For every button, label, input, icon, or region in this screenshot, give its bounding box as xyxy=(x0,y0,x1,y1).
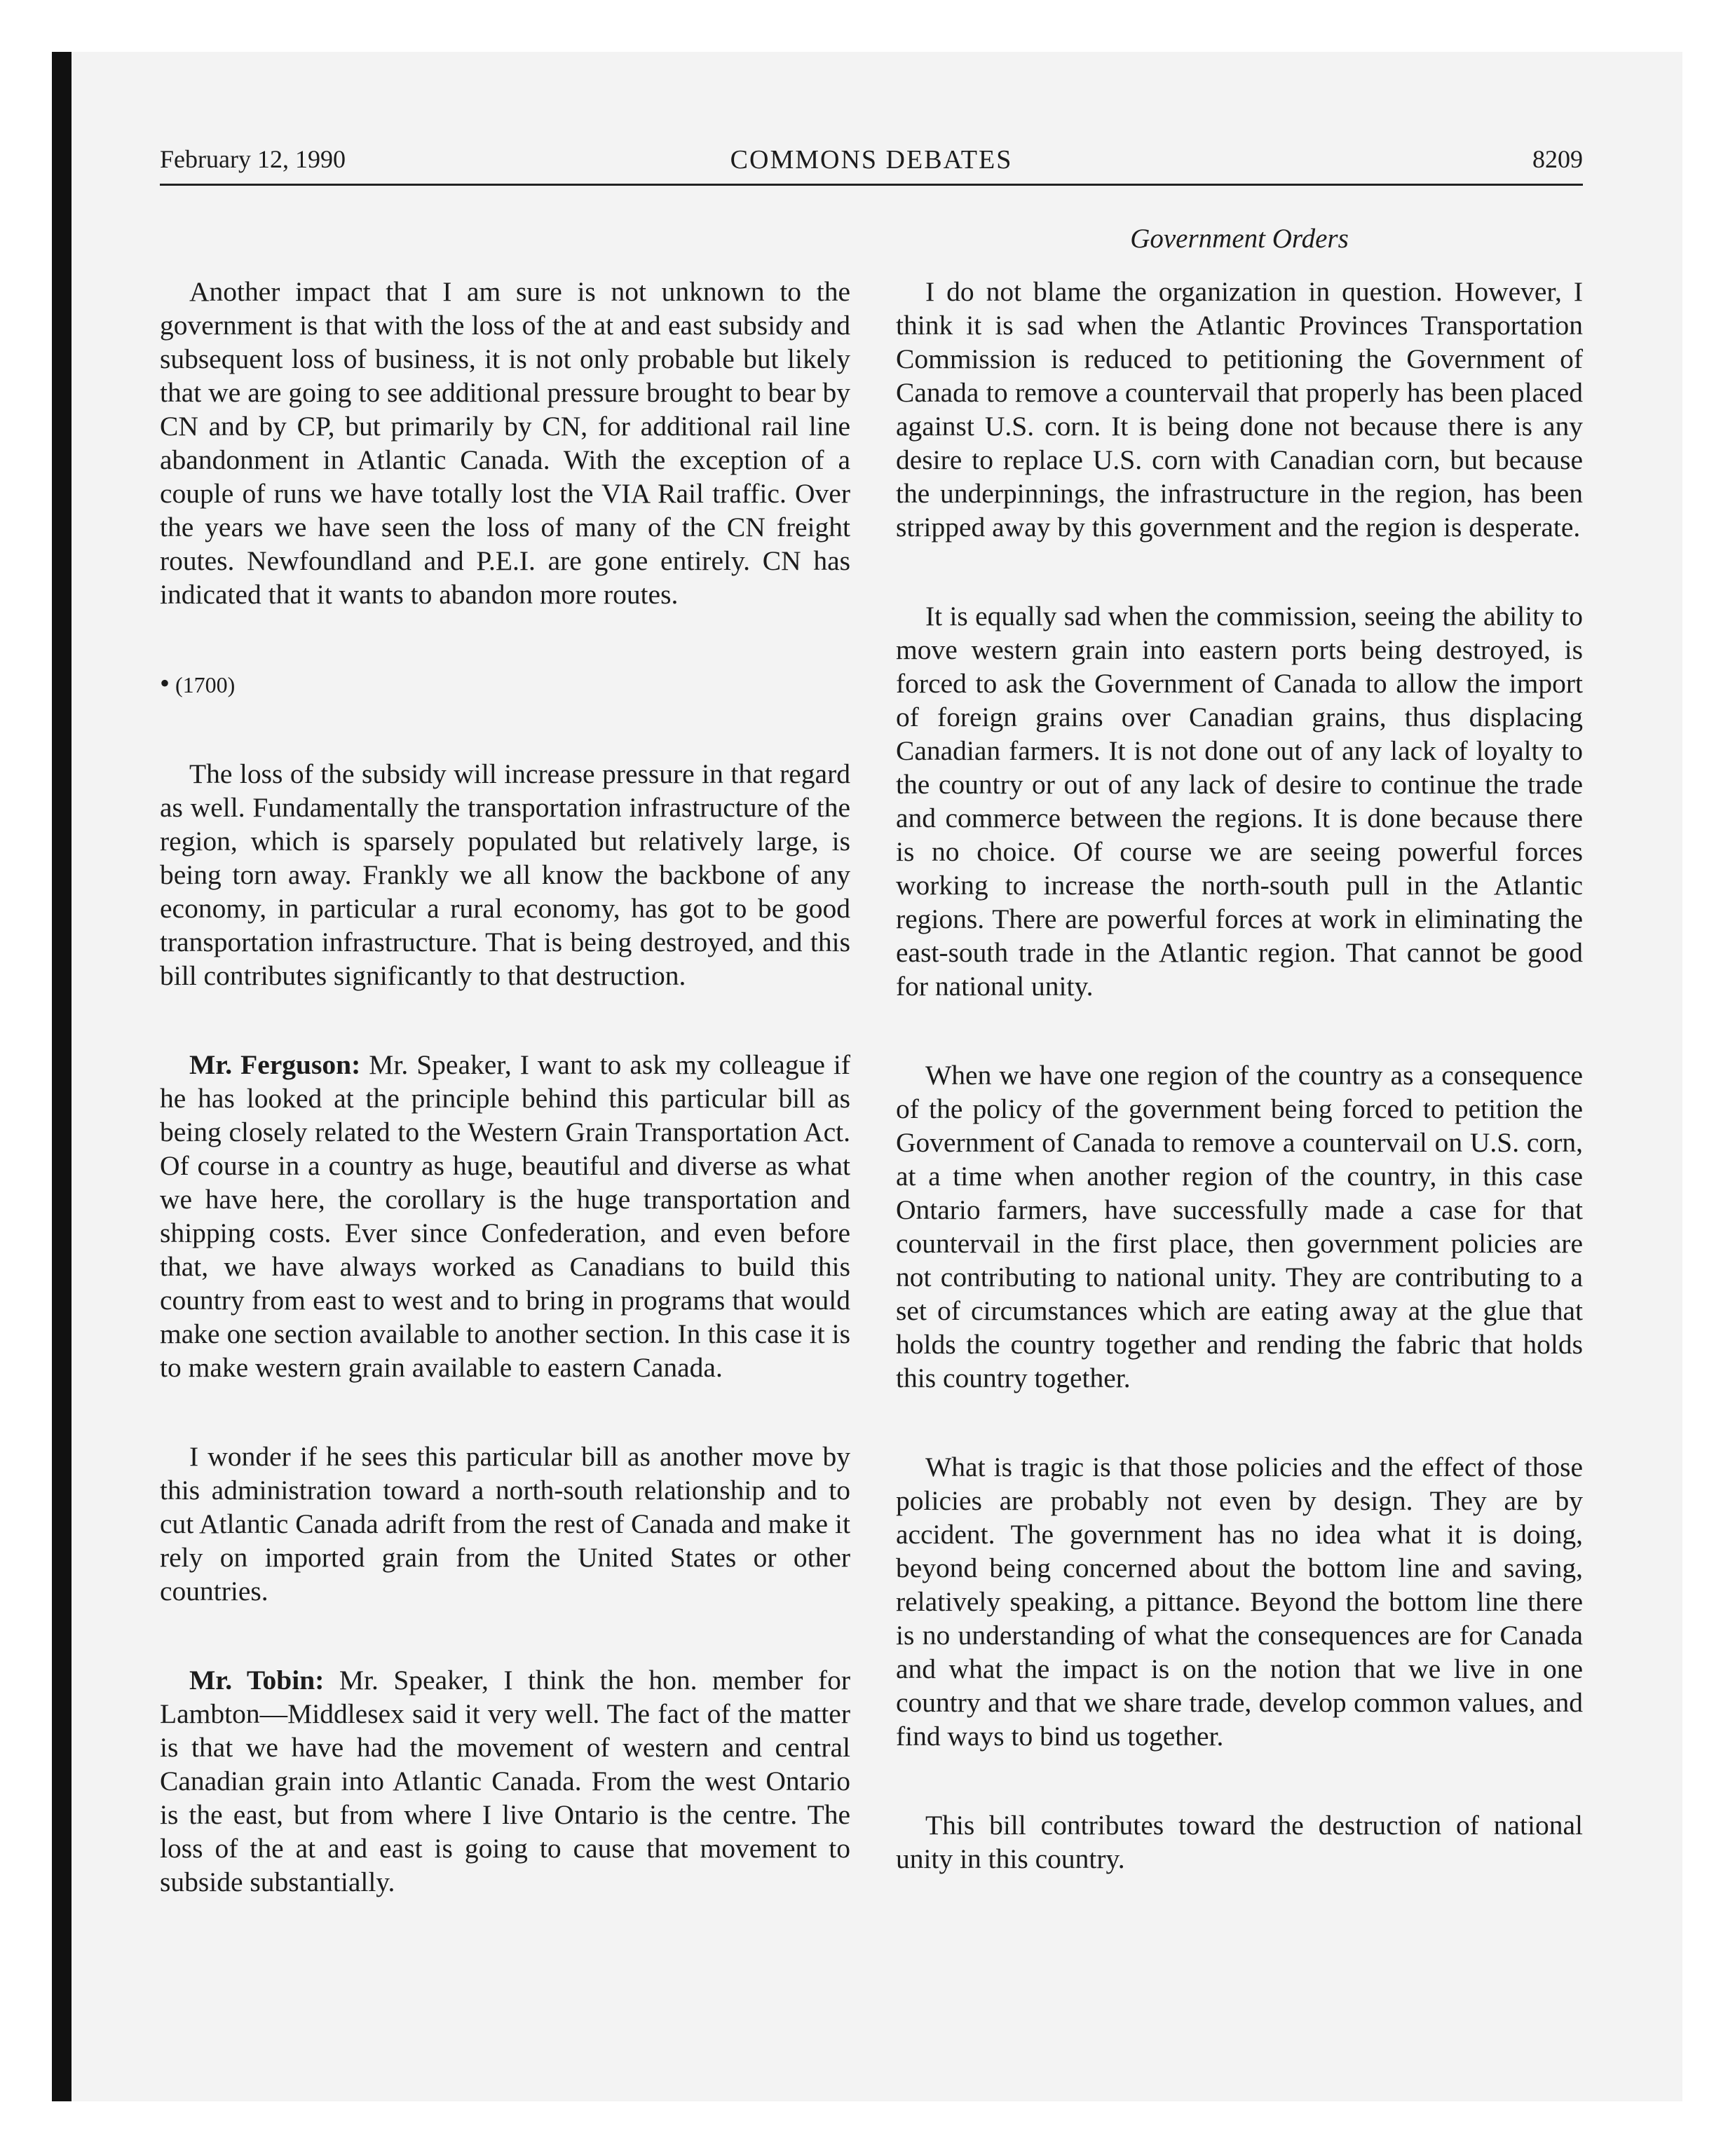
speaker-name: Mr. Tobin: xyxy=(189,1665,325,1696)
paragraph: What is tragic is that those policies and the effect of those policies are probably not even by design. They are by accident. The government has no idea what it is doing, beyond being concerned about the bottom line and saving, relatively speaking, a pittance. Beyond the bottom line there is no understanding of what the consequences are for Canada and what the impact is on the notion that we live in one country and that we share trade, develop common values, and find ways to bind us together. xyxy=(896,1452,1583,1752)
paragraph: It is equally sad when the commission, seeing the ability to move western grain into eastern ports being destroyed, is forced to ask the Government of Canada to allow the import of foreign grains over Canadian grains, thus displacing Canadian farmers. It is not done out of any lack of loyalty to the country or out of any lack of desire to continue the trade and commerce between the regions. It is done because there is no choice. Of course we are seeing powerful forces working to increase the north-south pull in the Atlantic regions. There are powerful forces at work in eliminating the east-south trade in the Atlantic region. That cannot be good for national unity. xyxy=(896,601,1583,1002)
header-rule xyxy=(160,184,1583,186)
speech-text: Mr. Speaker, I want to ask my colleague if he has looked at the principle behind this particular bill as being closely related to the Western Grain Transportation Act. Of course in a country as huge, beautiful and diverse as what we have here, the corollary is the huge transportation and shipping costs. Ever since Confederation, and even before that, we have always worked as Canadians to build this country from east to west and to bring in programs that would make one section available to another section. In this case it is to make western grain available to eastern Canada. xyxy=(160,1049,851,1383)
speaker-name: Mr. Ferguson: xyxy=(189,1049,361,1080)
page-header xyxy=(160,140,1583,182)
header-page-number: 8209 xyxy=(1532,145,1583,173)
header-date: February 12, 1990 xyxy=(160,145,346,173)
time-marker-text: (1700) xyxy=(175,672,236,697)
time-marker xyxy=(160,667,850,702)
left-column xyxy=(160,275,850,1954)
header-title: COMMONS DEBATES xyxy=(730,145,1013,175)
section-label: Government Orders xyxy=(1130,224,1349,254)
speech-paragraph xyxy=(160,1048,850,1384)
speech-text: Mr. Speaker, I think the hon. member for Lambton—Middlesex said it very well. The fact of the matter is that we have had the movement of western and central Canadian grain into Atlantic Canada. From the west Ontario is the east, but from where I live Ontario is the centre. The loss of the at and east is going to cause that movement to subside substantially. xyxy=(160,1665,850,1897)
speech-paragraph xyxy=(160,1663,850,1899)
right-column xyxy=(896,275,1583,1931)
bullet-icon: • xyxy=(160,667,170,699)
paragraph: I wonder if he sees this particular bill as another move by this administration toward a north-south relationship and to cut Atlantic Canada adrift from the rest of Canada and make it rely on imported grain from the United States or other countries. xyxy=(160,1441,850,1606)
paragraph: When we have one region of the country as a consequence of the policy of the government being forced to petition the Government of Canada to remove a countervail on U.S. corn, at a time when another region of the country, in this case Ontario farmers, have successfully made a case for that countervail in the first place, then government policies are not contributing to national unity. They are contributing to a set of circumstances which are eating away at the glue that holds the country together and rending the fabric that holds this country together. xyxy=(896,1060,1583,1393)
paragraph: This bill contributes toward the destruction of national unity in this country. xyxy=(896,1810,1583,1874)
paragraph: I do not blame the organization in question. However, I think it is sad when the Atlantic Provinces Transportation Commission is reduced to petitioning the Government of Canada to remove a countervail that properly has been placed against U.S. corn. It is being done not because there is any desire to replace U.S. corn with Canadian corn, but because the underpinnings, the infrastructure in the region, has been stripped away by this government and the region is desperate. xyxy=(896,276,1583,543)
paragraph: The loss of the subsidy will increase pressure in that regard as well. Fundamentally the transportation infrastructure of the region, which is sparsely populated but relatively large, is being torn away. Frankly we all know the backbone of any economy, in particular a rural economy, has got to be good transportation infrastructure. That is being destroyed, and this bill contributes significantly to that destruction. xyxy=(160,758,850,991)
paragraph: Another impact that I am sure is not unknown to the government is that with the loss of the at and east subsidy and subsequent loss of business, it is not only probable but likely that we are going to see additional pressure brought to bear by CN and by CP, but primarily by CN, for additional rail line abandonment in Atlantic Canada. With the exception of a couple of runs we have totally lost the VIA Rail traffic. Over the years we have seen the loss of many of the CN freight routes. Newfoundland and P.E.I. are gone entirely. CN has indicated that it wants to abandon more routes. xyxy=(160,276,850,610)
scan-edge-bar xyxy=(52,52,72,2101)
